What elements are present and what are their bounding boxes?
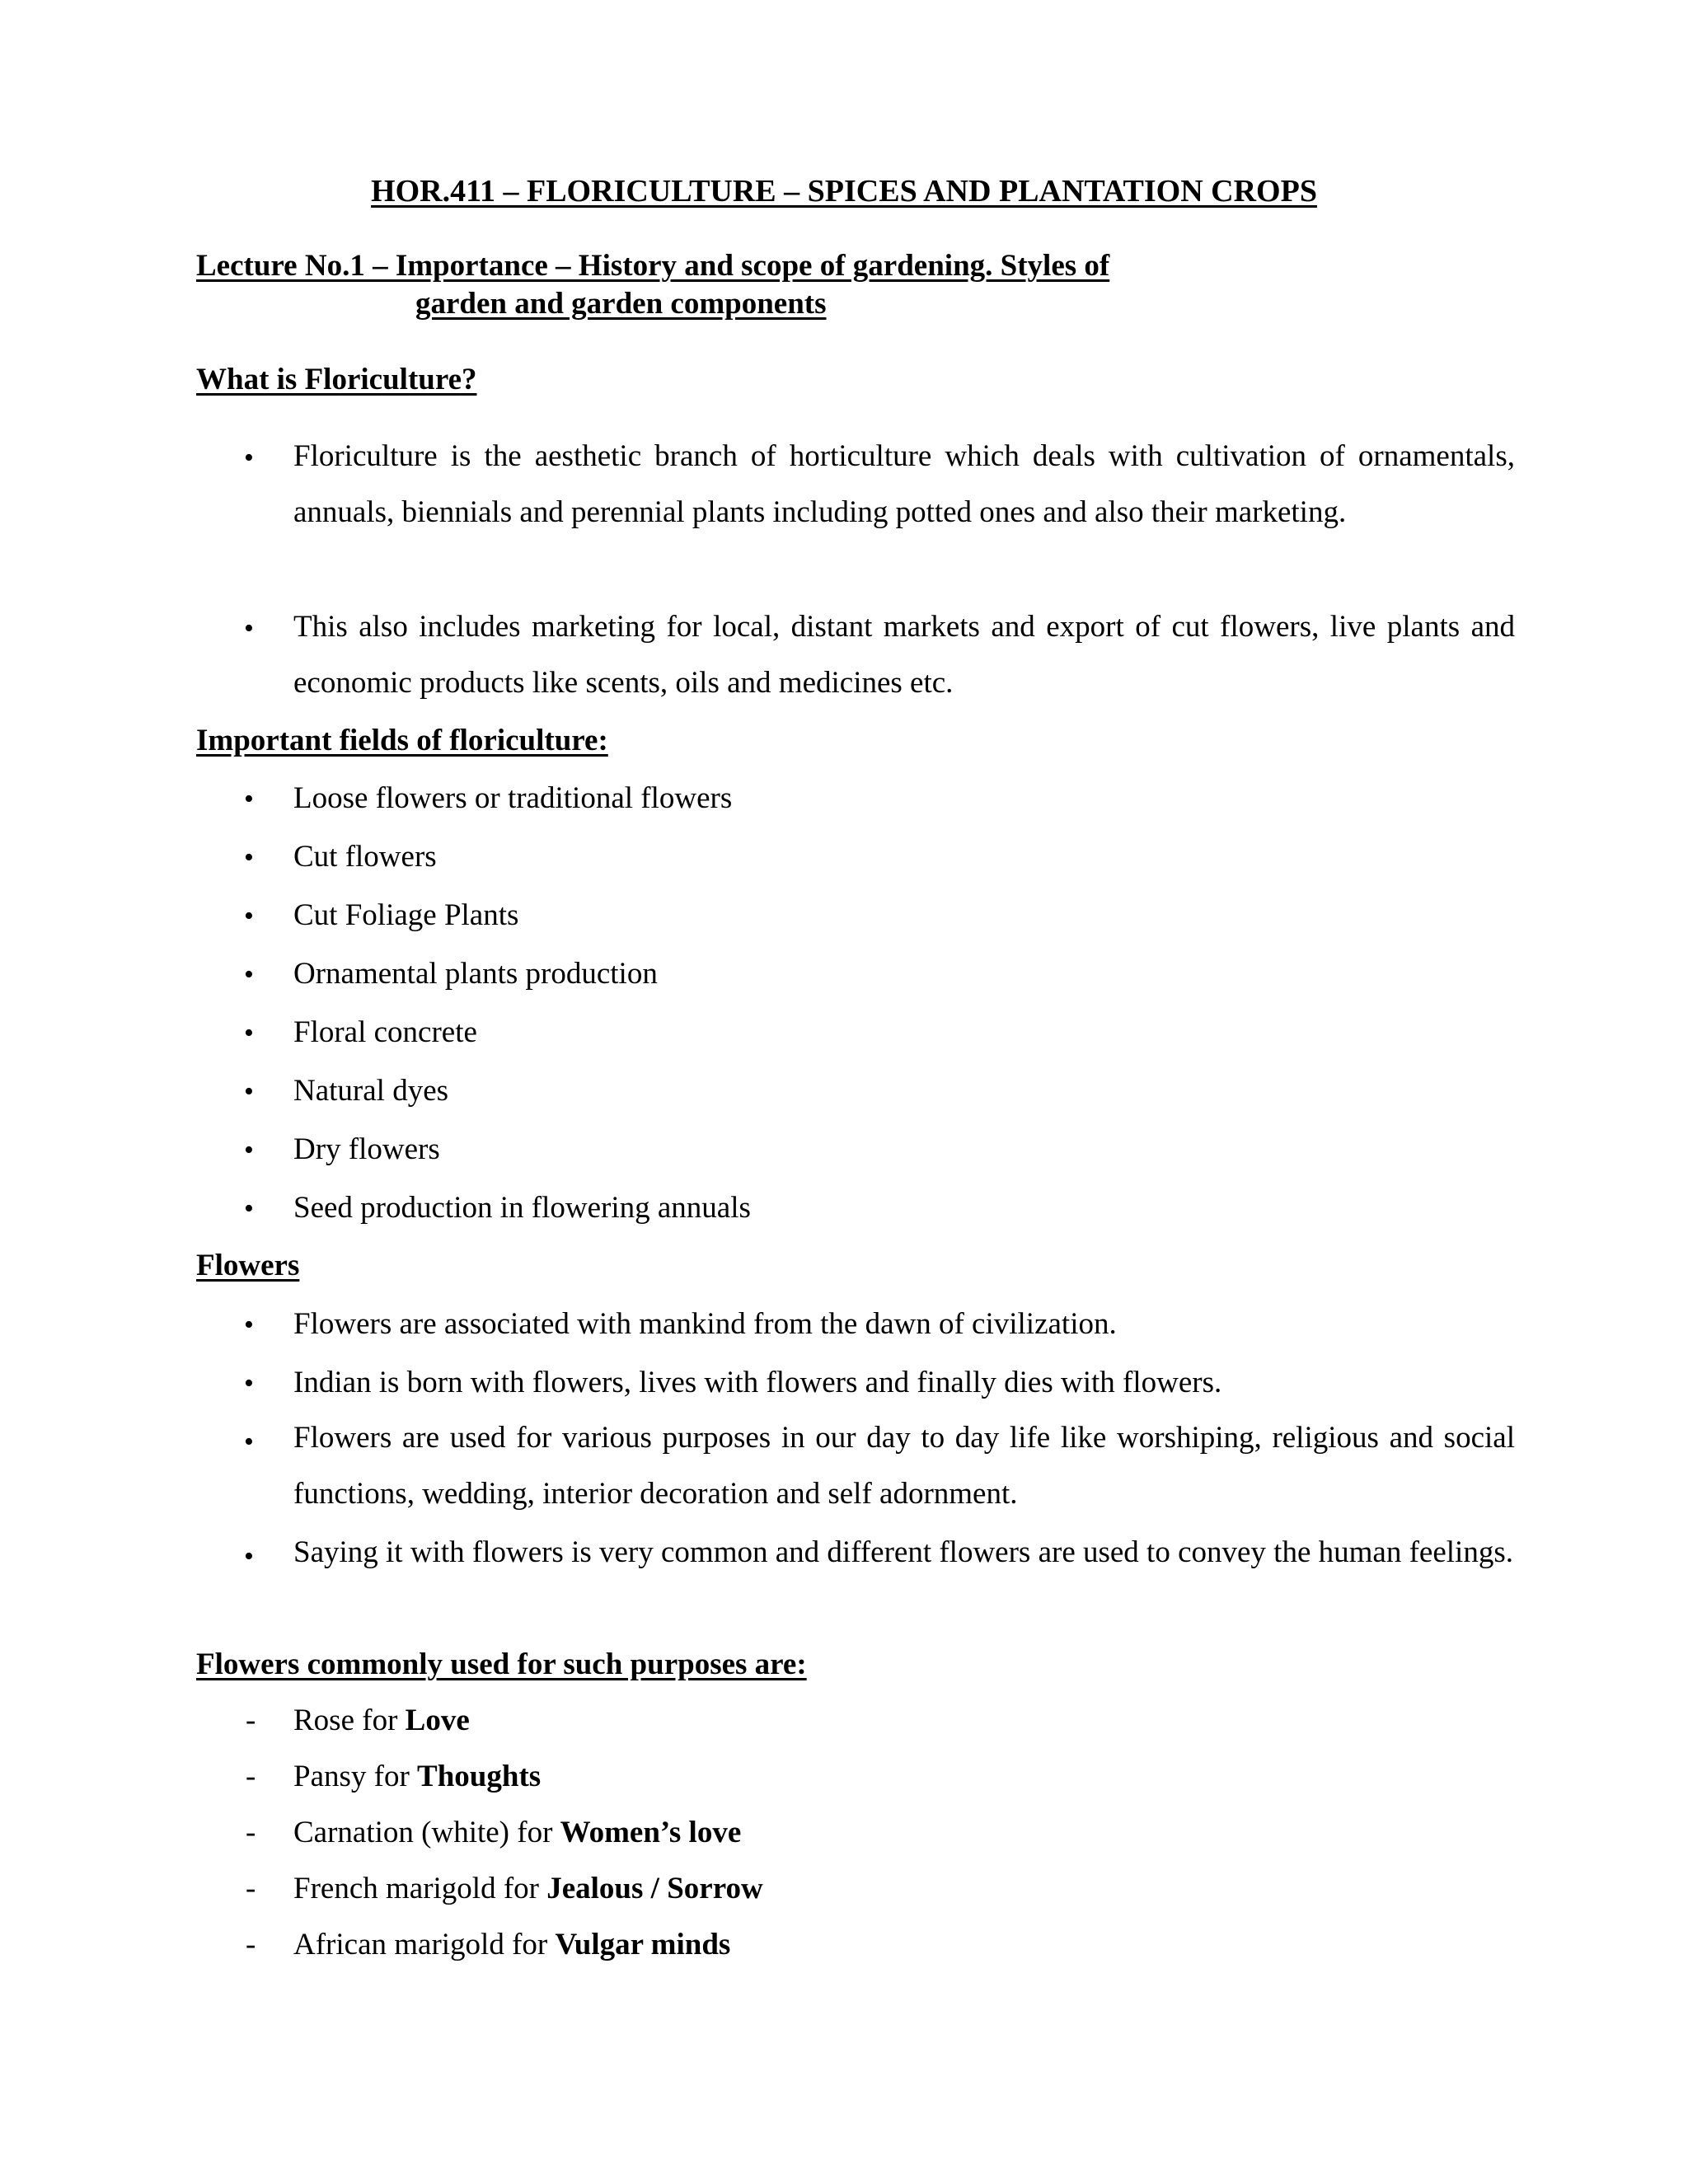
- bullet-glyph: •: [244, 1310, 254, 1340]
- purpose-meaning: Vulgar minds: [555, 1928, 731, 1961]
- purpose-flower: French marigold for: [293, 1872, 547, 1905]
- field-item: Seed production in flowering annuals: [293, 1191, 751, 1225]
- flowers-bullet-4: Saying it with flowers is very common and different flowers are used to convey the human feelings.: [293, 1535, 1513, 1569]
- field-item: Loose flowers or traditional flowers: [293, 781, 733, 815]
- purpose-flower: Pansy for: [293, 1760, 418, 1793]
- bullet-glyph: •: [244, 1076, 254, 1107]
- purpose-item: [293, 1871, 763, 1906]
- what-is-bullet-2: This also includes marketing for local, distant markets and export of cut flowers, live plants and economic products like scents, oils and medicines etc.: [293, 610, 1515, 700]
- bullet-glyph: •: [244, 1018, 254, 1048]
- purpose-flower: African marigold for: [293, 1928, 556, 1961]
- dash-glyph: -: [246, 1760, 256, 1793]
- bullet-glyph: •: [244, 1135, 254, 1165]
- bullet-glyph: •: [244, 613, 254, 644]
- purpose-meaning: Love: [405, 1704, 470, 1737]
- purpose-item: [293, 1703, 470, 1738]
- purpose-item: [293, 1927, 730, 1962]
- bullet-glyph: •: [244, 1541, 254, 1572]
- dash-glyph: -: [246, 1816, 256, 1849]
- section-heading-what-is: What is Floriculture?: [196, 363, 477, 396]
- bullet-glyph: •: [244, 959, 254, 990]
- dash-glyph: -: [246, 1928, 256, 1961]
- purpose-meaning: Women’s love: [560, 1816, 742, 1849]
- field-item: Ornamental plants production: [293, 957, 658, 991]
- bullet-glyph: •: [244, 842, 254, 873]
- field-item: Natural dyes: [293, 1074, 449, 1108]
- bullet-glyph: •: [244, 1368, 254, 1399]
- bullet-glyph: •: [244, 1193, 254, 1224]
- purpose-item: [293, 1759, 541, 1794]
- section-heading-purposes: Flowers commonly used for such purposes are:: [196, 1647, 807, 1681]
- lecture-heading-line-1: Lecture No.1 – Importance – History and scope of gardening. Styles of: [196, 249, 1110, 283]
- flowers-bullet-3: Flowers are used for various purposes in our day to day life like worshiping, religious and social functions, wedding, interior decoration and self adornment.: [293, 1421, 1515, 1511]
- flowers-bullet-2: Indian is born with flowers, lives with flowers and finally dies with flowers.: [293, 1366, 1222, 1399]
- bullet-glyph: •: [244, 443, 254, 473]
- bullet-glyph: •: [244, 1427, 254, 1457]
- dash-glyph: -: [246, 1704, 256, 1737]
- field-item: Dry flowers: [293, 1132, 440, 1166]
- purpose-flower: Rose for: [293, 1704, 406, 1737]
- dash-glyph: -: [246, 1872, 256, 1905]
- field-item: Floral concrete: [293, 1015, 477, 1049]
- document-title: HOR.411 – FLORICULTURE – SPICES AND PLANTATION CROPS: [371, 174, 1317, 209]
- purpose-flower: Carnation (white) for: [293, 1816, 560, 1849]
- section-heading-fields: Important fields of floriculture:: [196, 724, 608, 757]
- field-item: Cut flowers: [293, 840, 437, 874]
- lecture-heading-line-2: garden and garden components: [415, 287, 827, 321]
- bullet-glyph: •: [244, 901, 254, 931]
- purpose-item: [293, 1815, 741, 1850]
- section-heading-flowers: Flowers: [196, 1249, 300, 1282]
- field-item: Cut Foliage Plants: [293, 898, 519, 932]
- purpose-meaning: Thoughts: [417, 1760, 542, 1793]
- purpose-meaning: Jealous / Sorrow: [546, 1872, 763, 1905]
- what-is-bullet-1: Floriculture is the aesthetic branch of horticulture which deals with cultivation of ornamentals, annuals, biennials and perennial plants including potted ones and also their marketing.: [293, 439, 1515, 529]
- bullet-glyph: •: [244, 784, 254, 814]
- flowers-bullet-1: Flowers are associated with mankind from the dawn of civilization.: [293, 1307, 1117, 1341]
